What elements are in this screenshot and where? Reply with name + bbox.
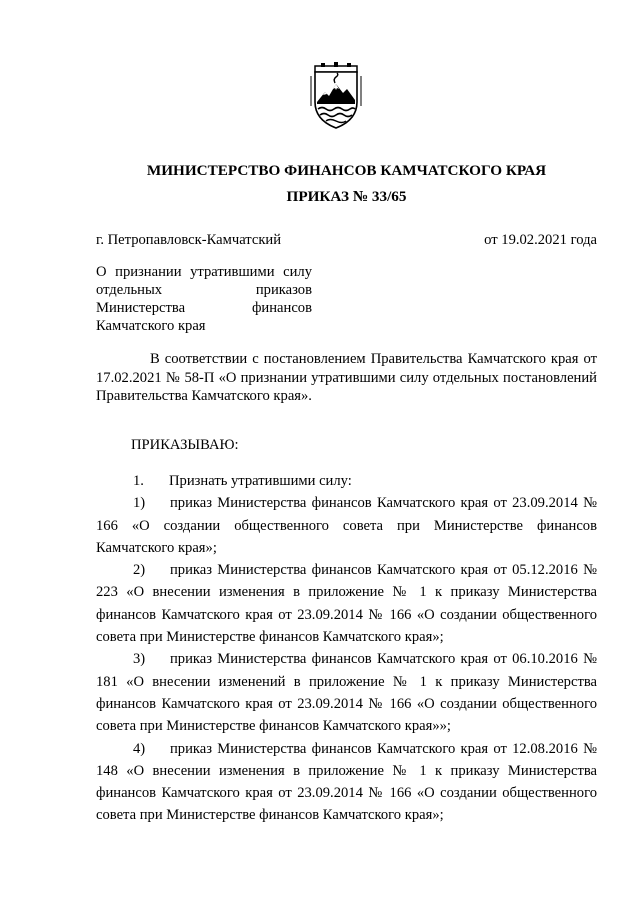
preamble-paragraph: В соответствии с постановлением Правительства Камчатского края от 17.02.2021 № 58-П «О признании утратившими силу отдельных постановлений Правительства Камчатского края». [96,351,597,404]
clause-number: 1) [133,495,146,512]
clause-text: приказ Министерства финансов Камчатского края от 12.08.2016 № 148 «О внесении изменения в приложение № 1 к приказу Министерства финансов Камчатского края от 23.09.2014 № 166 «О создании общественного совета при Министерстве финансов Камчатского края»; [96,740,597,824]
clause-number: 3) [133,651,146,668]
clause-text: Признать утратившими силу: [169,473,352,489]
list-item [96,470,597,492]
list-item [96,559,597,648]
list-item [96,492,597,559]
clause-number: 4) [133,740,146,757]
date-text: от 19.02.2021 года [484,232,597,248]
order-keyword: ПРИКАЗЫВАЮ: [131,437,239,453]
clause-text: приказ Министерства финансов Камчатского края от 06.10.2016 № 181 «О внесении изменений в приложение № 1 к приказу Министерства финансов Камчатского края от 23.09.2014 № 166 «О создании общественного совета при Министерстве финансов Камчатского края»»; [96,651,597,735]
order-title: ПРИКАЗ № 33/65 [286,188,407,205]
order-subject: О признании утратившими силу отдельных приказов Министерства финансов Камчатского края [96,264,312,334]
clause-number: 2) [133,562,146,579]
place-text: г. Петропавловск-Камчатский [96,232,282,248]
clause-number: 1. [133,473,144,489]
kamchatka-coat-of-arms-icon [309,62,363,132]
list-item [96,738,597,827]
clause-text: приказ Министерства финансов Камчатского края от 23.09.2014 № 166 «О создании общественного совета при Министерстве финансов Камчатского края»; [96,495,597,556]
ministry-title: МИНИСТЕРСТВО ФИНАНСОВ КАМЧАТСКОГО КРАЯ [146,162,547,179]
clauses-list [96,470,597,827]
place-date-row [96,229,597,251]
list-item [96,648,597,737]
clause-text: приказ Министерства финансов Камчатского края от 05.12.2016 № 223 «О внесении изменения в приложение № 1 к приказу Министерства финансов Камчатского края от 23.09.2014 № 166 «О создании общественного совета при Министерстве финансов Камчатского края»; [96,562,597,646]
